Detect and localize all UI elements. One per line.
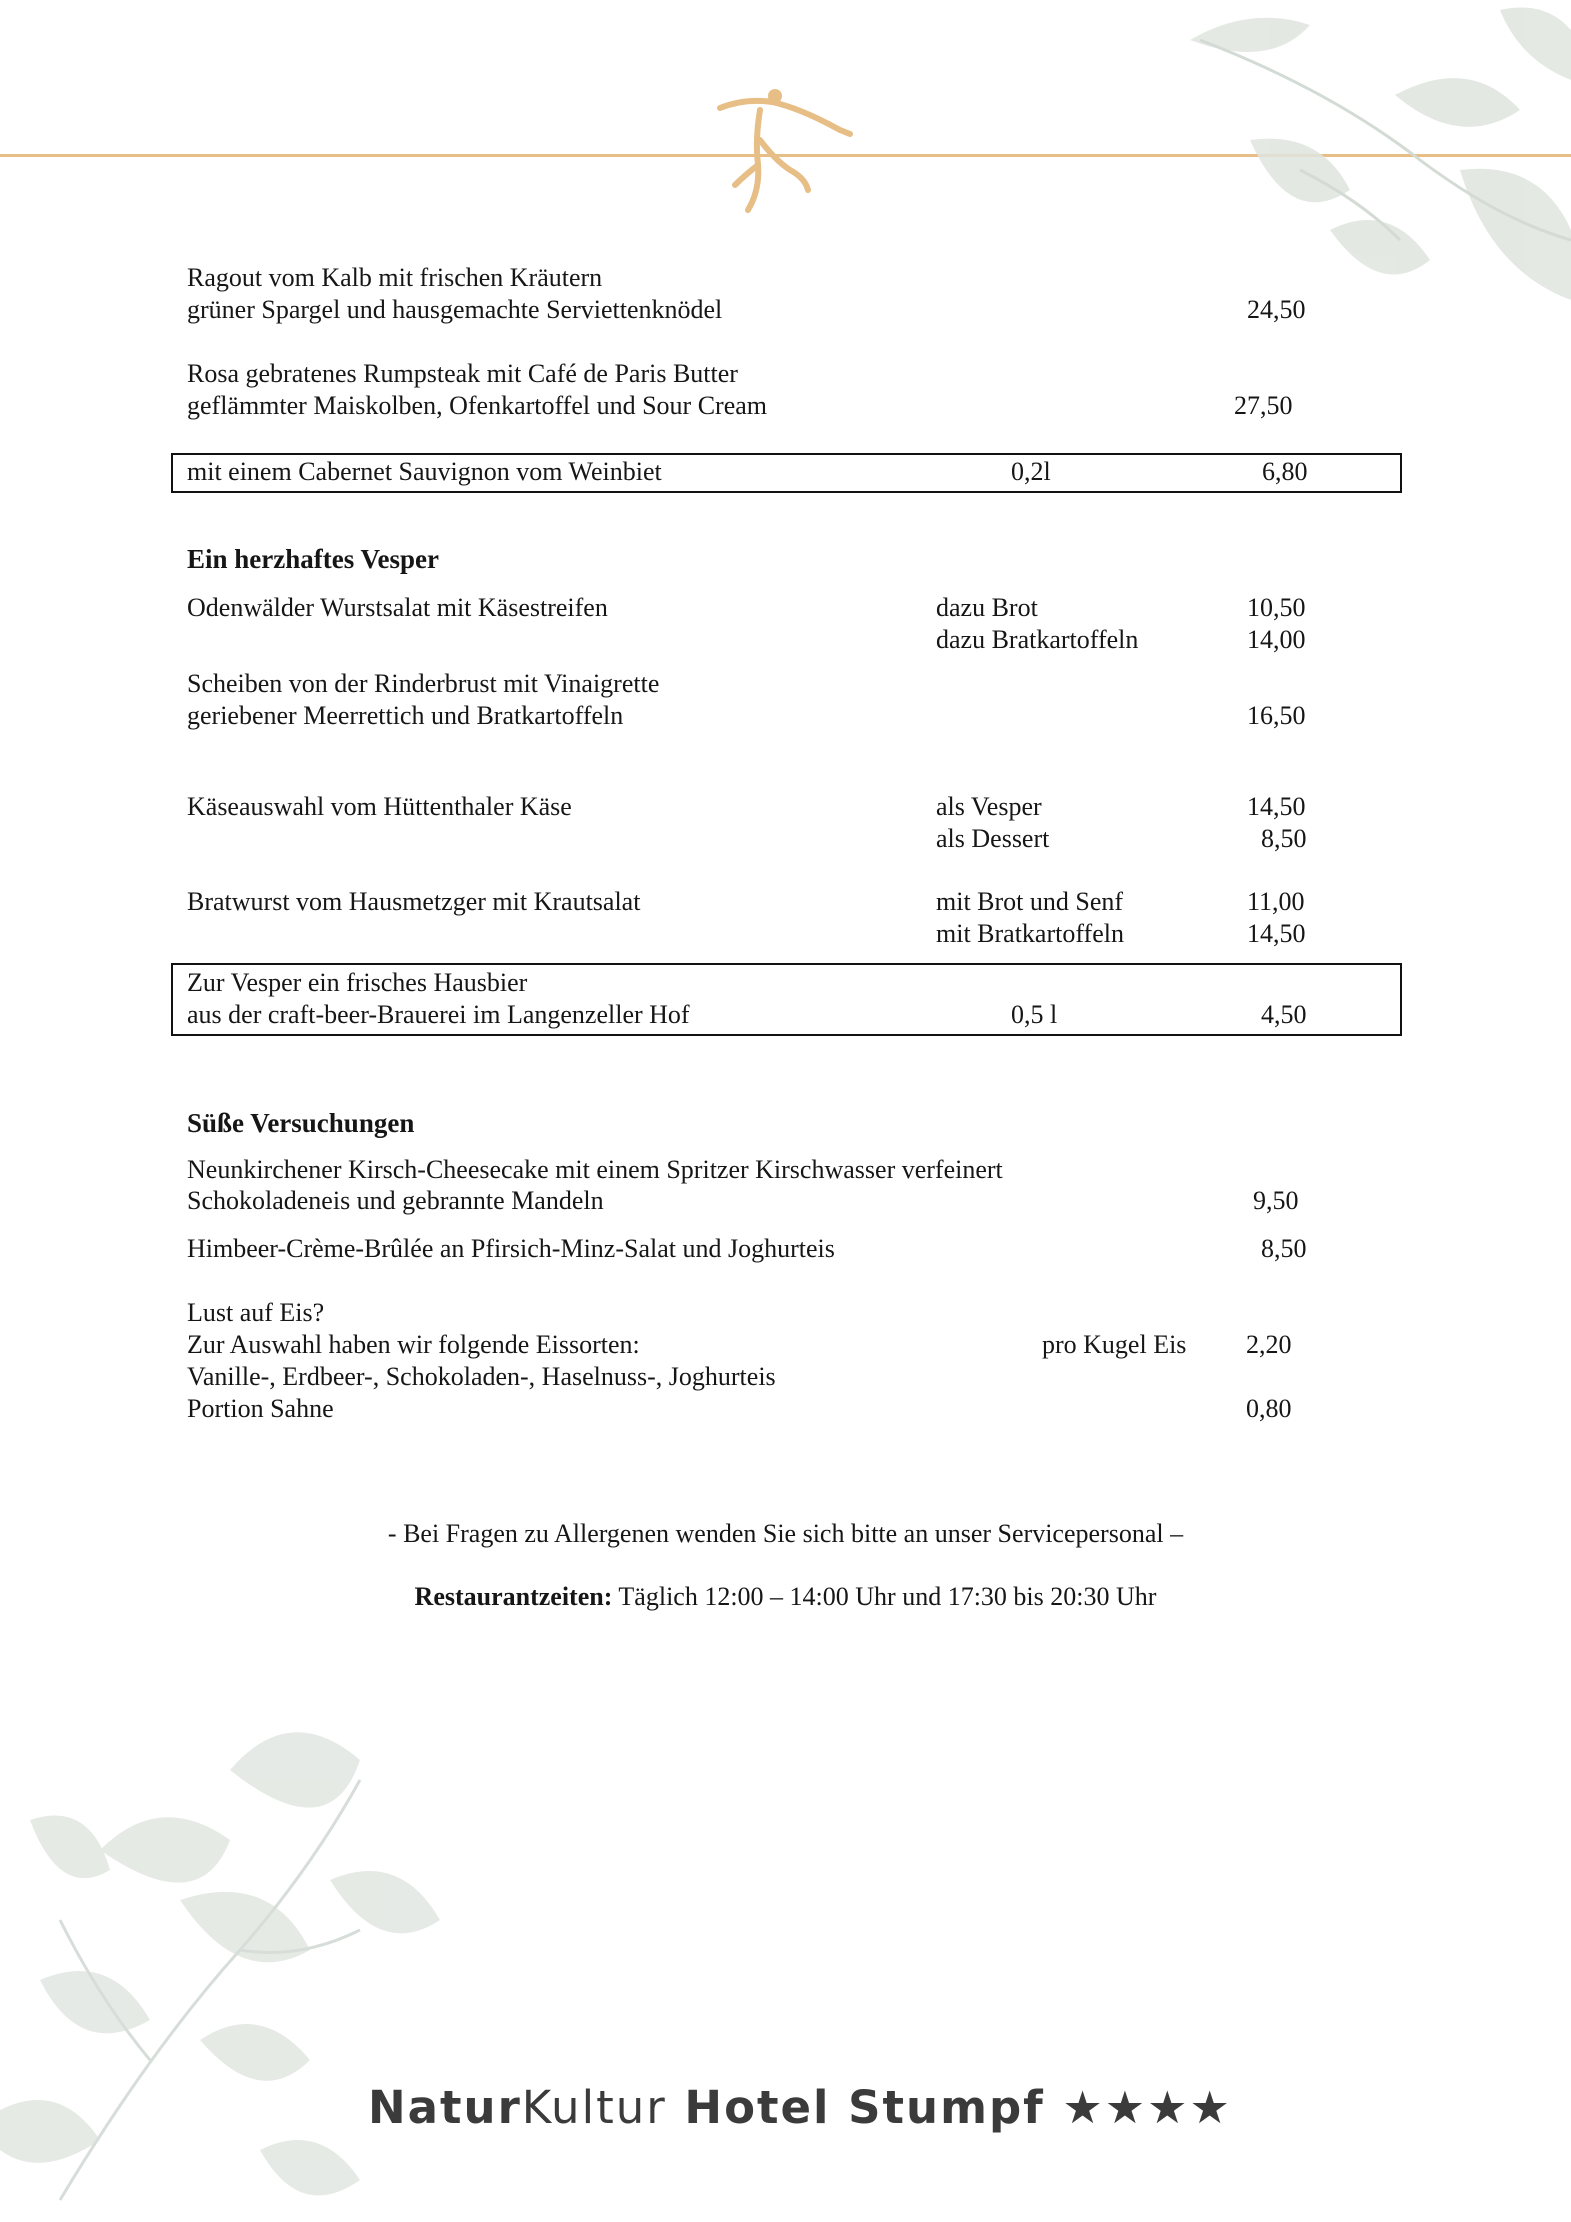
dish-veal-price: 24,50 xyxy=(1247,295,1306,324)
beer-size: 0,5 l xyxy=(1011,1000,1058,1029)
ice-selection-line: Zur Auswahl haben wir folgende Eissorten: xyxy=(187,1330,640,1359)
beer-line2: aus der craft-beer-Brauerei im Langenzeller Hof xyxy=(187,1000,690,1029)
vesper-bratwurst-opt1: mit Brot und Senf xyxy=(936,887,1124,916)
vesper-bratwurst-price2: 14,50 xyxy=(1247,919,1306,948)
ice-cream-price: 0,80 xyxy=(1246,1394,1292,1423)
vesper-bratwurst-price1: 11,00 xyxy=(1247,887,1305,916)
header-rule xyxy=(0,154,1571,157)
sweet-cheesecake-price: 9,50 xyxy=(1253,1186,1299,1215)
vesper-wurstsalat-price1: 10,50 xyxy=(1247,593,1306,622)
vesper-kaese-price1: 14,50 xyxy=(1247,792,1306,821)
beer-line1: Zur Vesper ein frisches Hausbier xyxy=(187,968,528,997)
leaf-branch-icon xyxy=(1190,8,1571,301)
vesper-kaese-price2: 8,50 xyxy=(1261,824,1307,853)
vesper-rinderbrust-line1: Scheiben von der Rinderbrust mit Vinaigrette xyxy=(187,669,660,698)
vesper-bratwurst-opt2: mit Bratkartoffeln xyxy=(936,919,1124,948)
vesper-kaese-name: Käseauswahl vom Hüttenthaler Käse xyxy=(187,792,572,821)
star-icon: ★★★★ xyxy=(1044,2081,1232,2134)
section-title-sweets: Süße Versuchungen xyxy=(187,1108,415,1138)
allergen-note: - Bei Fragen zu Allergenen wenden Sie sich bitte an unser Servicepersonal – xyxy=(387,1519,1184,1548)
dish-veal-line2: grüner Spargel und hausgemachte Serviettenknödel xyxy=(187,295,723,324)
sweet-cheesecake-line1: Neunkirchener Kirsch-Cheesecake mit einem Spritzer Kirschwasser verfeinert xyxy=(187,1155,1003,1184)
ice-flavors: Vanille-, Erdbeer-, Schokoladen-, Haselnuss-, Joghurteis xyxy=(187,1362,776,1391)
ice-question: Lust auf Eis? xyxy=(187,1298,325,1327)
brand-part-kultur: Kultur xyxy=(521,2081,667,2134)
wine-text: mit einem Cabernet Sauvignon vom Weinbiet xyxy=(187,457,662,486)
ice-cream-label: Portion Sahne xyxy=(187,1394,334,1423)
sweet-bruelee-price: 8,50 xyxy=(1261,1234,1307,1263)
vesper-wurstsalat-name: Odenwälder Wurstsalat mit Käsestreifen xyxy=(187,593,608,622)
opening-hours xyxy=(0,1581,1571,1613)
ice-unit: pro Kugel Eis xyxy=(1042,1330,1187,1359)
vesper-wurstsalat-opt1: dazu Brot xyxy=(936,593,1038,622)
dancer-figure-icon xyxy=(720,89,850,210)
wine-price: 6,80 xyxy=(1262,457,1308,486)
vesper-kaese-opt1: als Vesper xyxy=(936,792,1042,821)
brand-part-hotel: Hotel Stumpf xyxy=(666,2081,1045,2134)
brand-part-natur: Natur xyxy=(368,2081,522,2134)
vesper-wurstsalat-opt2: dazu Bratkartoffeln xyxy=(936,625,1139,654)
vesper-wurstsalat-price2: 14,00 xyxy=(1247,625,1306,654)
dish-rumpsteak-price: 27,50 xyxy=(1234,391,1293,420)
vesper-rinderbrust-line2: geriebener Meerrettich und Bratkartoffeln xyxy=(187,701,624,730)
vesper-kaese-opt2: als Dessert xyxy=(936,824,1050,853)
dish-rumpsteak-line2: geflämmter Maiskolben, Ofenkartoffel und Sour Cream xyxy=(187,391,768,420)
sweet-bruelee-line1: Himbeer-Crème-Brûlée an Pfirsich-Minz-Salat und Joghurteis xyxy=(187,1234,835,1263)
beer-price: 4,50 xyxy=(1261,1000,1307,1029)
hotel-brand-logo xyxy=(368,2081,1232,2134)
vesper-bratwurst-name: Bratwurst vom Hausmetzger mit Krautsalat xyxy=(187,887,641,916)
wine-size: 0,2l xyxy=(1011,457,1051,486)
dish-veal-line1: Ragout vom Kalb mit frischen Kräutern xyxy=(187,263,603,292)
sweet-cheesecake-line2: Schokoladeneis und gebrannte Mandeln xyxy=(187,1186,604,1215)
opening-hours-text: Täglich 12:00 – 14:00 Uhr und 17:30 bis 20:30 Uhr xyxy=(612,1582,1157,1611)
opening-hours-label: Restaurantzeiten: xyxy=(414,1582,613,1611)
section-title-vesper: Ein herzhaftes Vesper xyxy=(187,544,439,574)
vesper-rinderbrust-price: 16,50 xyxy=(1247,701,1306,730)
dish-rumpsteak-line1: Rosa gebratenes Rumpsteak mit Café de Paris Butter xyxy=(187,359,738,388)
ice-price: 2,20 xyxy=(1246,1330,1292,1359)
